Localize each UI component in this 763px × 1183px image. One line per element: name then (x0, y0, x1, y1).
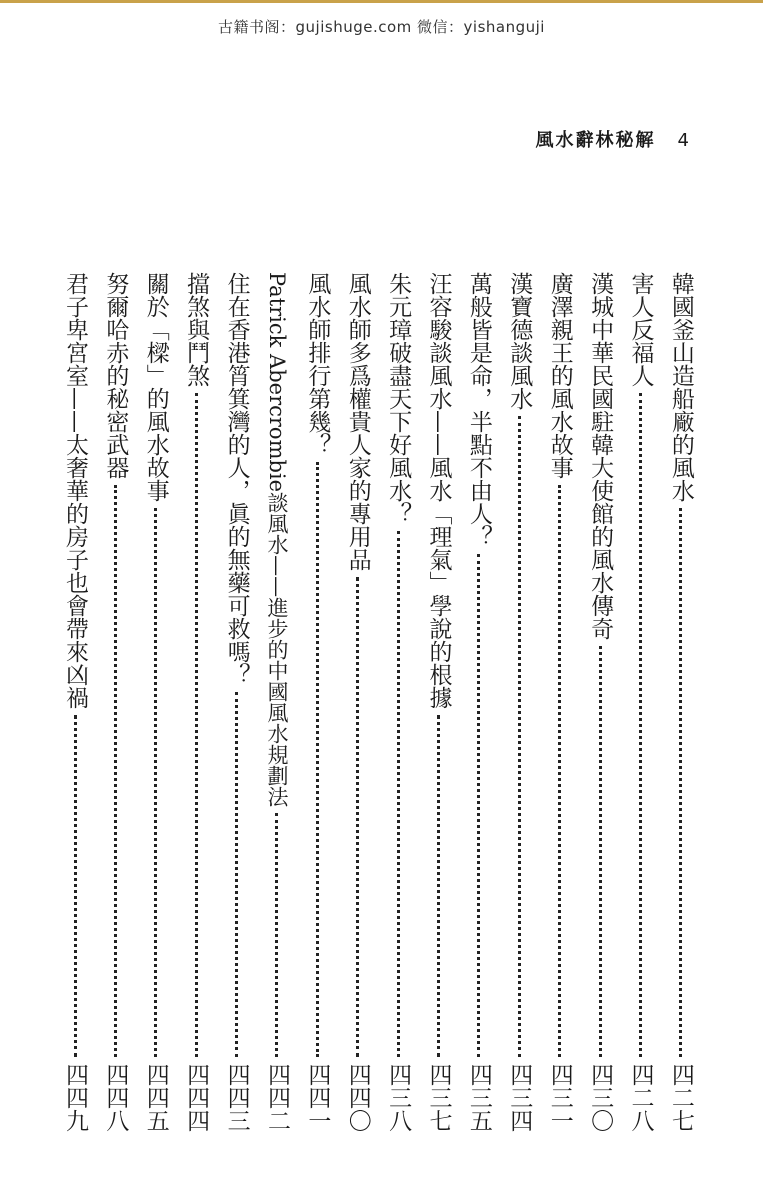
toc-entry (623, 272, 657, 1132)
toc-entry (502, 272, 536, 1132)
dot-leader (154, 508, 157, 1057)
toc-entry (462, 272, 496, 1132)
toc-entry-title: 努爾哈赤的秘密武器 (102, 272, 129, 479)
toc-entry (260, 272, 294, 1132)
toc-entry-page: 四三八 (385, 1063, 412, 1132)
page-number: 4 (677, 130, 691, 151)
book-title: 風水辭林秘解 (535, 130, 656, 151)
dot-leader (558, 485, 561, 1057)
toc-entry (381, 272, 415, 1132)
toc-entry-page: 四三〇 (587, 1063, 614, 1132)
toc-entry-page: 四四九 (62, 1063, 88, 1132)
dot-leader (477, 554, 480, 1057)
toc-entry-page: 四三五 (465, 1063, 492, 1132)
toc-entry-page: 四四〇 (344, 1063, 371, 1132)
toc-entry (179, 272, 213, 1132)
toc-entry-page: 四四二 (263, 1063, 290, 1132)
toc-entry-title: Patrick Abercrombie談風水——進步的中國風水規劃法 (264, 272, 289, 808)
toc-entry (139, 272, 173, 1132)
toc-entry-title: 住在香港筲箕灣的人，眞的無藥可救嗎？ (223, 272, 250, 686)
top-border (0, 0, 763, 3)
toc-entry-page: 四二八 (627, 1063, 654, 1132)
dot-leader (518, 416, 521, 1057)
toc-entry-page: 四四四 (183, 1063, 210, 1132)
toc-entry-title: 漢寶德談風水 (506, 272, 533, 410)
toc-entry-page: 四三一 (546, 1063, 573, 1132)
dot-leader (356, 577, 359, 1057)
dot-leader (437, 715, 440, 1057)
toc-entry-title: 風水師多爲權貴人家的專用品 (344, 272, 371, 571)
dot-leader (316, 462, 319, 1057)
toc-entry-title: 萬般皆是命，半點不由人？ (465, 272, 492, 548)
toc-entry (300, 272, 334, 1132)
toc-entry-title: 廣澤親王的風水故事 (546, 272, 573, 479)
dot-leader (114, 485, 117, 1057)
toc-entry (58, 272, 92, 1132)
toc-entry (664, 272, 698, 1132)
dot-leader (679, 508, 682, 1057)
toc-entry-page: 四四三 (223, 1063, 250, 1132)
toc-entry (98, 272, 132, 1132)
toc-entry-title: 君子卑宮室——太奢華的房子也會帶來凶禍 (62, 272, 88, 709)
toc-entry-page: 四四一 (304, 1063, 331, 1132)
toc-entry (543, 272, 577, 1132)
toc-entry-title: 害人反福人 (627, 272, 654, 387)
toc-entry (220, 272, 254, 1132)
toc-entry-title: 汪容駿談風水——風水「理氣」學說的根據 (425, 272, 452, 709)
toc-entry-title: 朱元璋破盡天下好風水？ (385, 272, 412, 525)
dot-leader (74, 715, 77, 1057)
toc-entry (583, 272, 617, 1132)
dot-leader (397, 531, 400, 1057)
running-header (536, 126, 691, 152)
toc-entry-page: 四三四 (506, 1063, 533, 1132)
toc-entry-title: 韓國釜山造船廠的風水 (667, 272, 694, 502)
table-of-contents (58, 272, 698, 1132)
toc-entry-page: 四二七 (667, 1063, 694, 1132)
watermark-text: 古籍书阁：gujishuge.com 微信：yishanguji (218, 18, 545, 36)
dot-leader (639, 393, 642, 1057)
toc-entry-page: 四三七 (425, 1063, 452, 1132)
toc-entry-page: 四四八 (102, 1063, 129, 1132)
toc-entry-title: 漢城中華民國駐韓大使館的風水傳奇 (587, 272, 614, 640)
toc-entry-title: 關於「樑」的風水故事 (142, 272, 169, 502)
toc-entry-title: 風水師排行第幾？ (304, 272, 331, 456)
dot-leader (235, 692, 238, 1057)
dot-leader (275, 813, 278, 1057)
dot-leader (599, 646, 602, 1057)
dot-leader (195, 393, 198, 1057)
toc-entry-title: 擋煞與鬥煞 (183, 272, 210, 387)
toc-entry (422, 272, 456, 1132)
toc-entry (341, 272, 375, 1132)
toc-entry-page: 四四五 (142, 1063, 169, 1132)
